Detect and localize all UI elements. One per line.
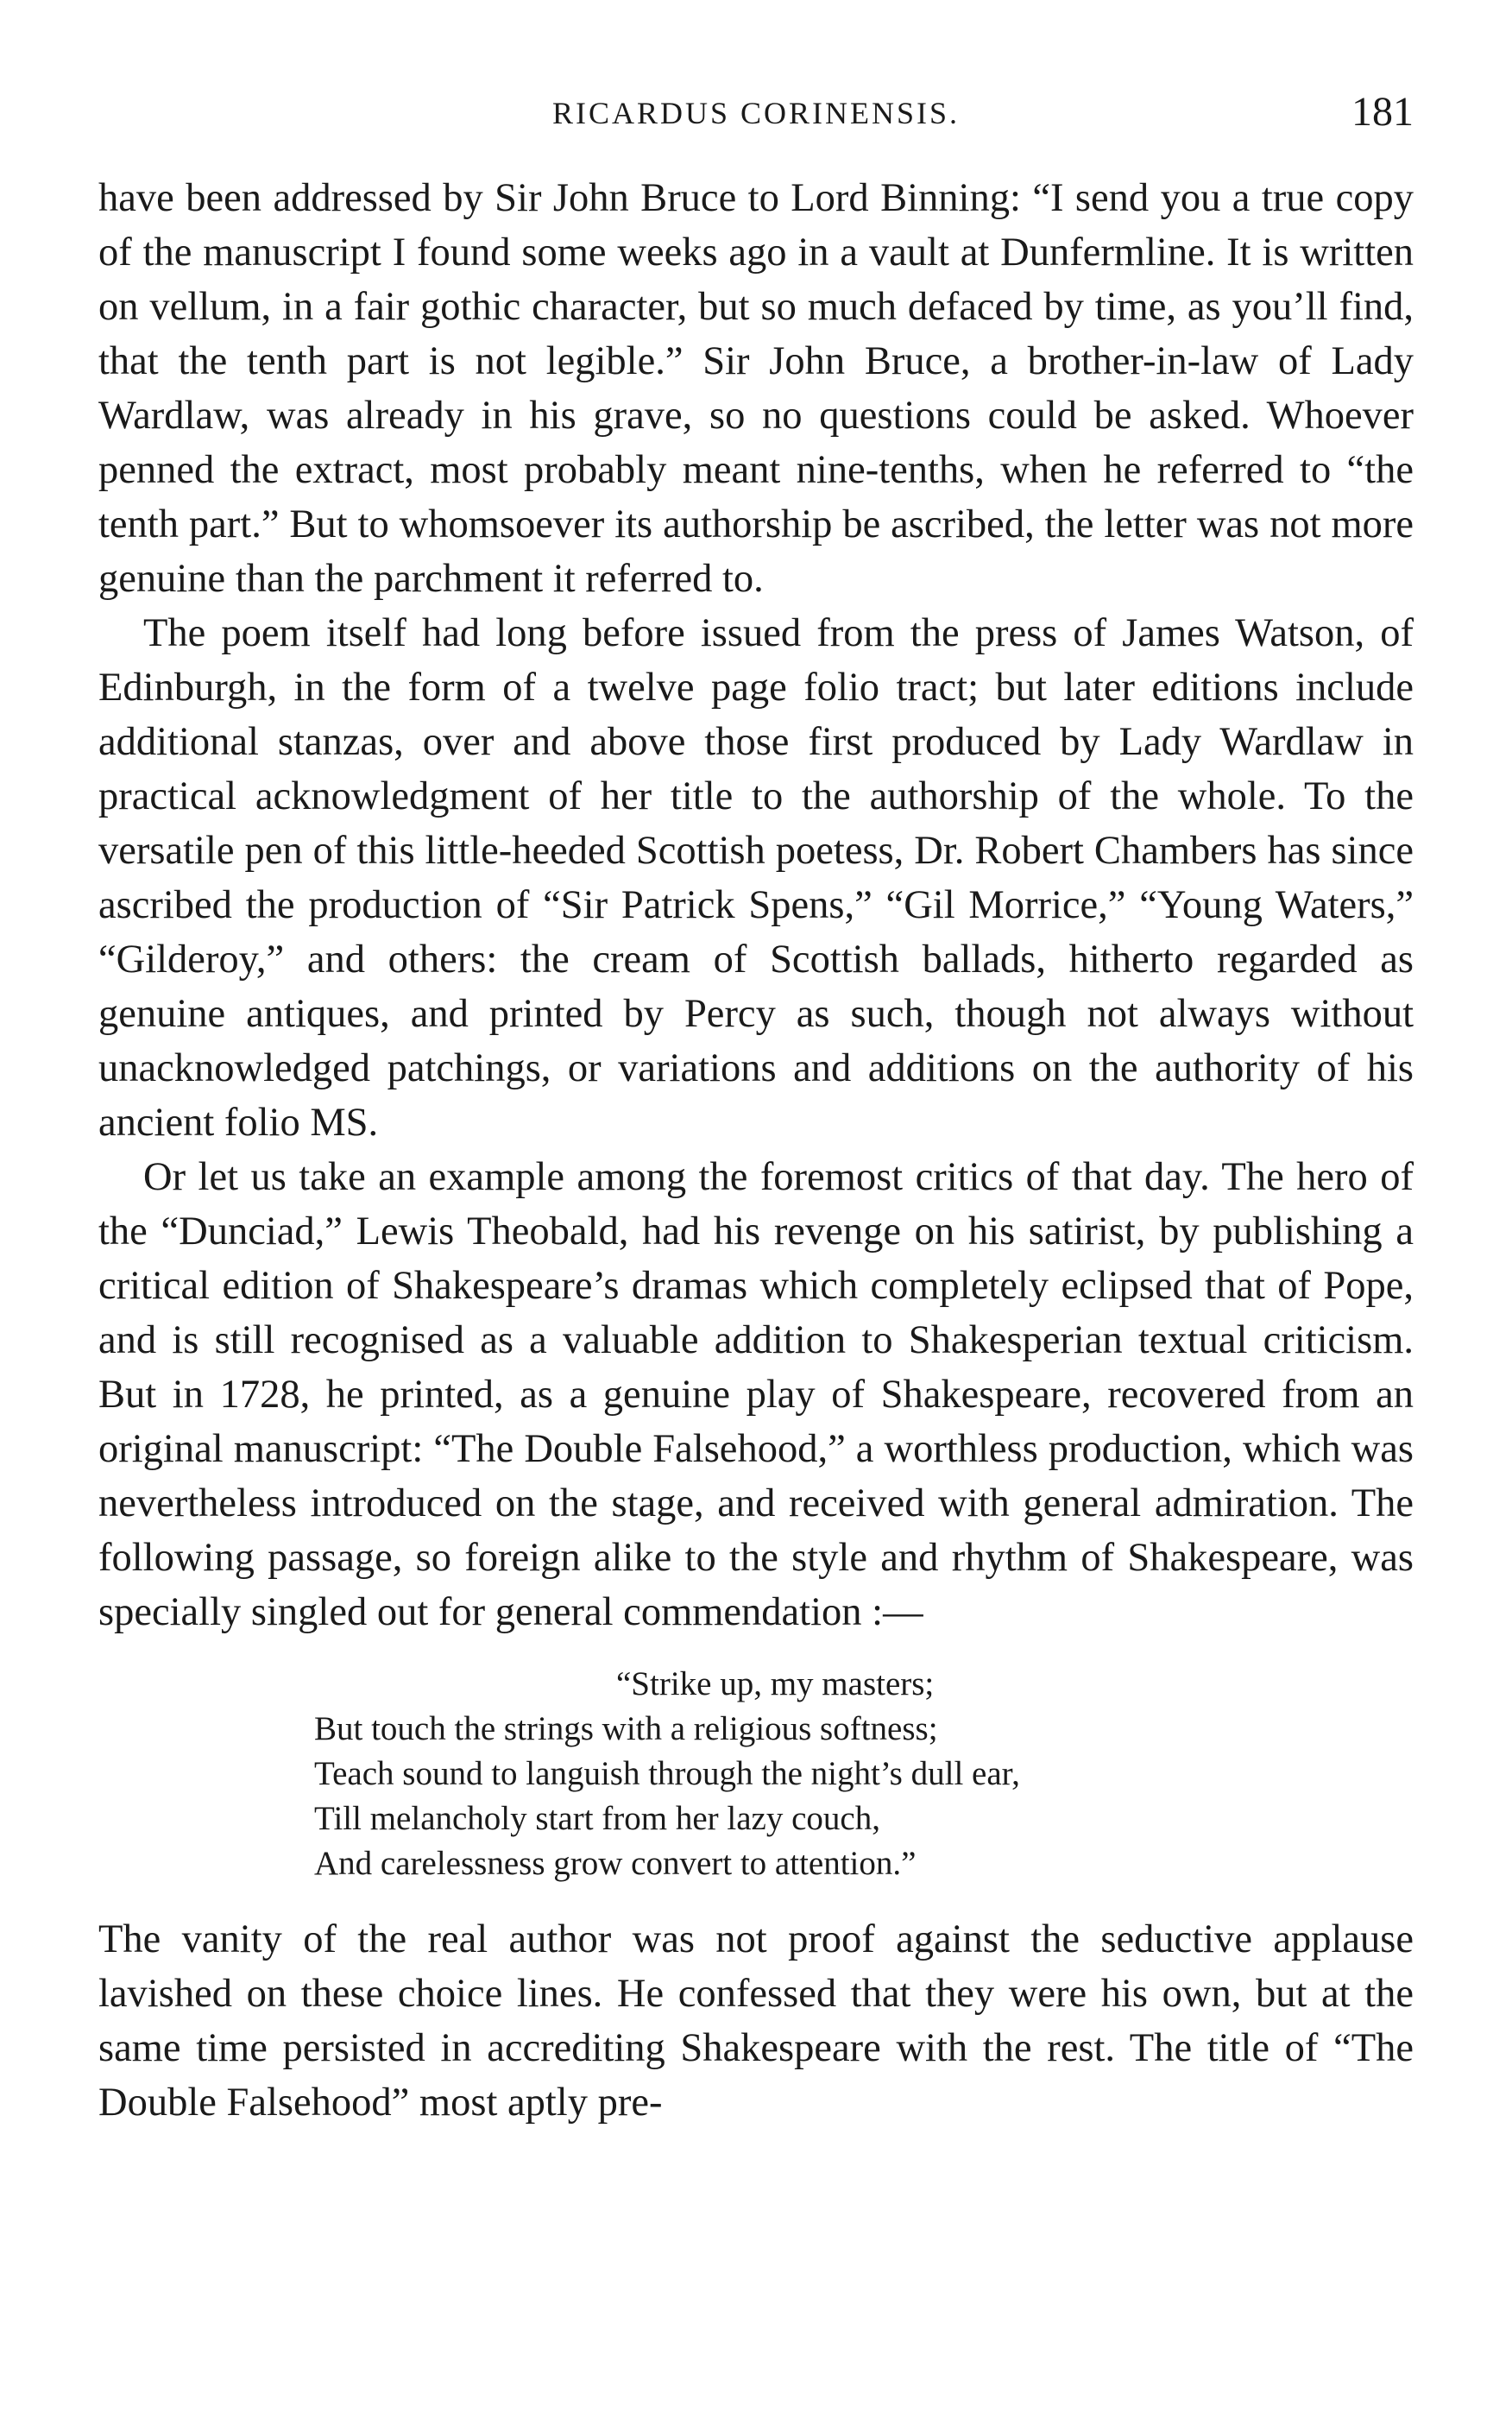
paragraph-after-verse: The vanity of the real author was not proof against the seductive applause lavished on these choice lines. He confessed that they were his own, but at the same time persisted in accrediting Shakespeare with the rest. The title of “The Double Falsehood” most aptly pre-	[98, 1917, 1414, 2125]
verse-line: Till melancholy start from her lazy couch,	[314, 1800, 880, 1837]
running-title: RICARDUS CORINENSIS.	[551, 96, 961, 130]
page-number: 181	[1351, 89, 1414, 135]
paragraph-continued: have been addressed by Sir John Bruce to Lord Binning: “I send you a true copy of the manuscript I found some weeks ago in a vault at Dunfermline. It is written on vellum, in a fair gothic character, but so much defaced by time, as you’ll find, that the tenth part is not legible.” Sir John Bruce, a brother-in-law of Lady Wardlaw, was already in his grave, so no questions could be asked. Whoever penned the extract, most probably meant nine-tenths, when he referred to “the tenth part.” But to whomsoever its authorship be ascribed, the letter was not more genuine than the parchment it referred to.	[98, 176, 1414, 601]
verse-line: Teach sound to languish through the night’s dull ear,	[314, 1755, 1020, 1792]
verse-quotation	[314, 1662, 1414, 1886]
paragraph: The poem itself had long before issued from the press of James Watson, of Edinburgh, in the form of a twelve page folio tract; but later editions include additional stanzas, over and above those first produced by Lady Wardlaw in practical acknowledgment of her title to the authorship of the whole. To the versatile pen of this little-heeded Scottish poetess, Dr. Robert Chambers has since ascribed the production of “Sir Patrick Spens,” “Gil Morrice,” “Young Waters,” “Gilderoy,” and others: the cream of Scottish ballads, hitherto regarded as genuine antiques, and printed by Percy as such, though not always without unacknowledged patchings, or variations and additions on the authority of his ancient folio MS.	[98, 611, 1414, 1145]
verse-line: But touch the strings with a religious softness;	[314, 1710, 938, 1747]
body-text	[98, 171, 1414, 2130]
verse-line: And carelessness grow convert to attention.”	[314, 1845, 917, 1882]
verse-line: “Strike up, my masters;	[616, 1665, 935, 1702]
paragraph: Or let us take an example among the foremost critics of that day. The hero of the “Dunciad,” Lewis Theobald, had his revenge on his satirist, by publishing a critical edition of Shakespeare’s dramas which completely eclipsed that of Pope, and is still recognised as a valuable addition to Shakesperian textual criticism. But in 1728, he printed, as a genuine play of Shakespeare, recovered from an original manuscript: “The Double Falsehood,” a worthless production, which was nevertheless introduced on the stage, and received with general admiration. The following passage, so foreign alike to the style and rhythm of Shakespeare, was specially singled out for general commendation :—	[98, 1155, 1414, 1634]
page-header	[98, 88, 1414, 140]
